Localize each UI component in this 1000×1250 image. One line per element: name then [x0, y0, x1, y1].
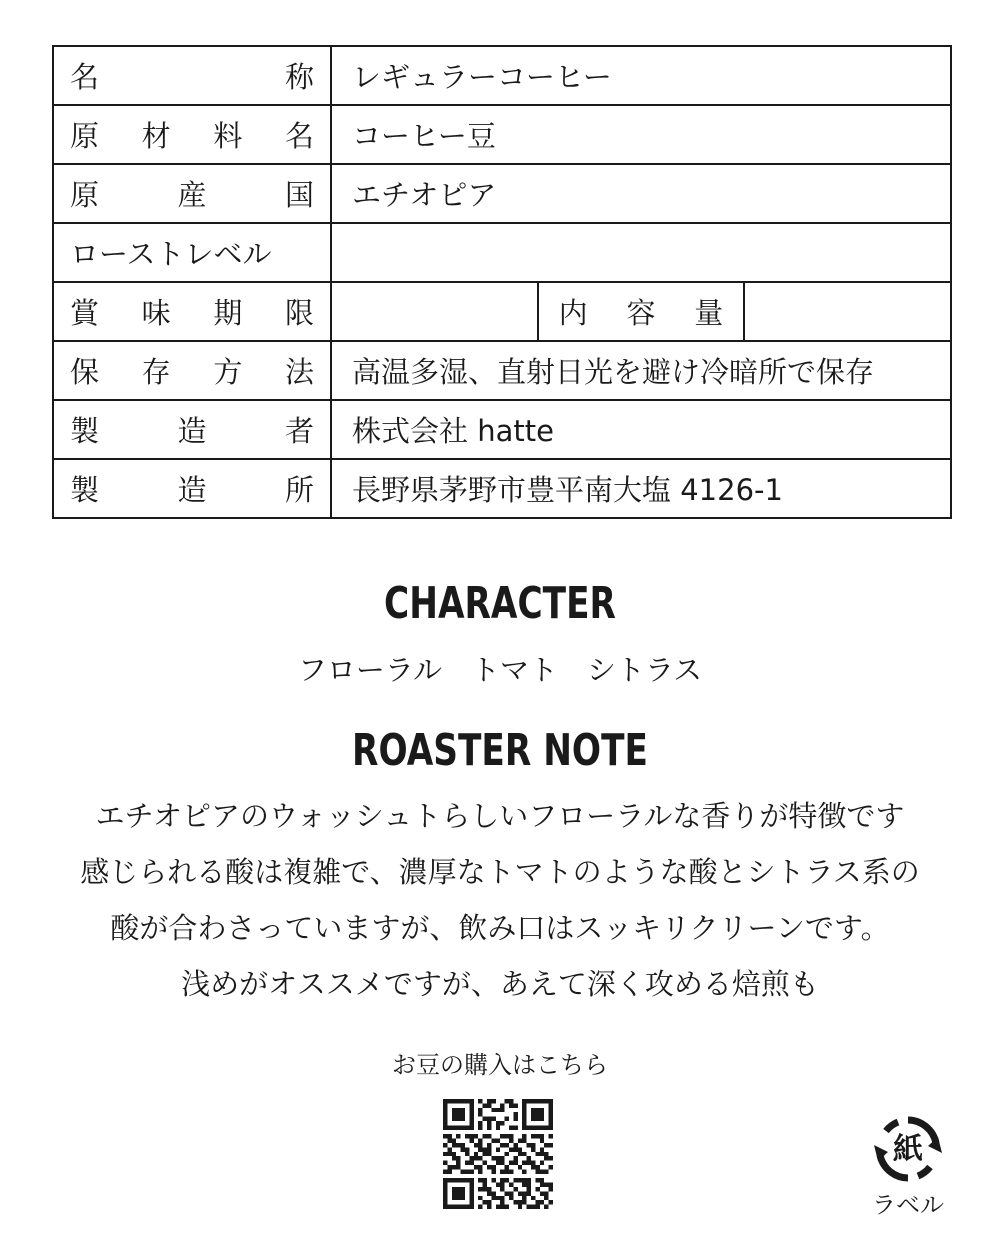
roast-level-value — [331, 223, 951, 282]
product-name-value: レギュラーコーヒー — [331, 46, 951, 105]
roaster-note-line: 浅めがオススメですが、あえて深く攻める焙煎も — [181, 967, 819, 1001]
factory-address-value: 長野県茅野市豊平南大塩 4126-1 — [331, 459, 951, 518]
manufacturer-value: 株式会社 hatte — [331, 400, 951, 459]
roaster-note-body — [0, 788, 1000, 1012]
row-key: 原 産 国 — [53, 164, 331, 223]
qr-code-icon[interactable] — [443, 1099, 553, 1209]
purchase-caption: お豆の購入はこちら — [392, 1051, 608, 1079]
product-label-table — [52, 45, 952, 519]
roaster-note-line: エチオピアのウォッシュトらしいフローラルな香りが特徴です — [95, 799, 905, 833]
table-row-origin — [53, 164, 951, 223]
origin-value: エチオピア — [331, 164, 951, 223]
roaster-note-line: 酸が合わさっていますが、飲み口はスッキリクリーンです。 — [110, 911, 890, 945]
row-key: 賞 味 期 限 — [53, 282, 331, 341]
best-before-value — [331, 282, 538, 341]
row-key: 原 材 料 名 — [53, 105, 331, 164]
roaster-note-line: 感じられる酸は複雑で、濃厚なトマトのような酸とシトラス系の — [80, 855, 920, 889]
net-contents-value — [744, 282, 951, 341]
table-row-roast-level — [53, 223, 951, 282]
recycle-symbol: 紙 — [893, 1132, 923, 1167]
net-contents-key: 内 容 量 — [538, 282, 745, 341]
character-notes: フローラル トマト シトラス — [297, 653, 703, 687]
row-key: 製 造 者 — [53, 400, 331, 459]
table-row-factory — [53, 459, 951, 518]
ingredients-value: コーヒー豆 — [331, 105, 951, 164]
character-heading: CHARACTER — [384, 578, 616, 629]
table-row-storage — [53, 341, 951, 400]
paper-recycle-icon — [872, 1113, 944, 1185]
row-key: 保 存 方 法 — [53, 341, 331, 400]
table-row-best-before — [53, 282, 951, 341]
storage-value: 高温多湿、直射日光を避け冷暗所で保存 — [331, 341, 951, 400]
table-row-name — [53, 46, 951, 105]
roaster-note-heading: ROASTER NOTE — [352, 725, 648, 776]
row-key: ローストレベル — [53, 223, 331, 282]
table-row-ingredients — [53, 105, 951, 164]
table-row-manufacturer — [53, 400, 951, 459]
row-key: 製 造 所 — [53, 459, 331, 518]
row-key: 名 称 — [53, 46, 331, 105]
recycle-label: ラベル — [872, 1191, 944, 1219]
